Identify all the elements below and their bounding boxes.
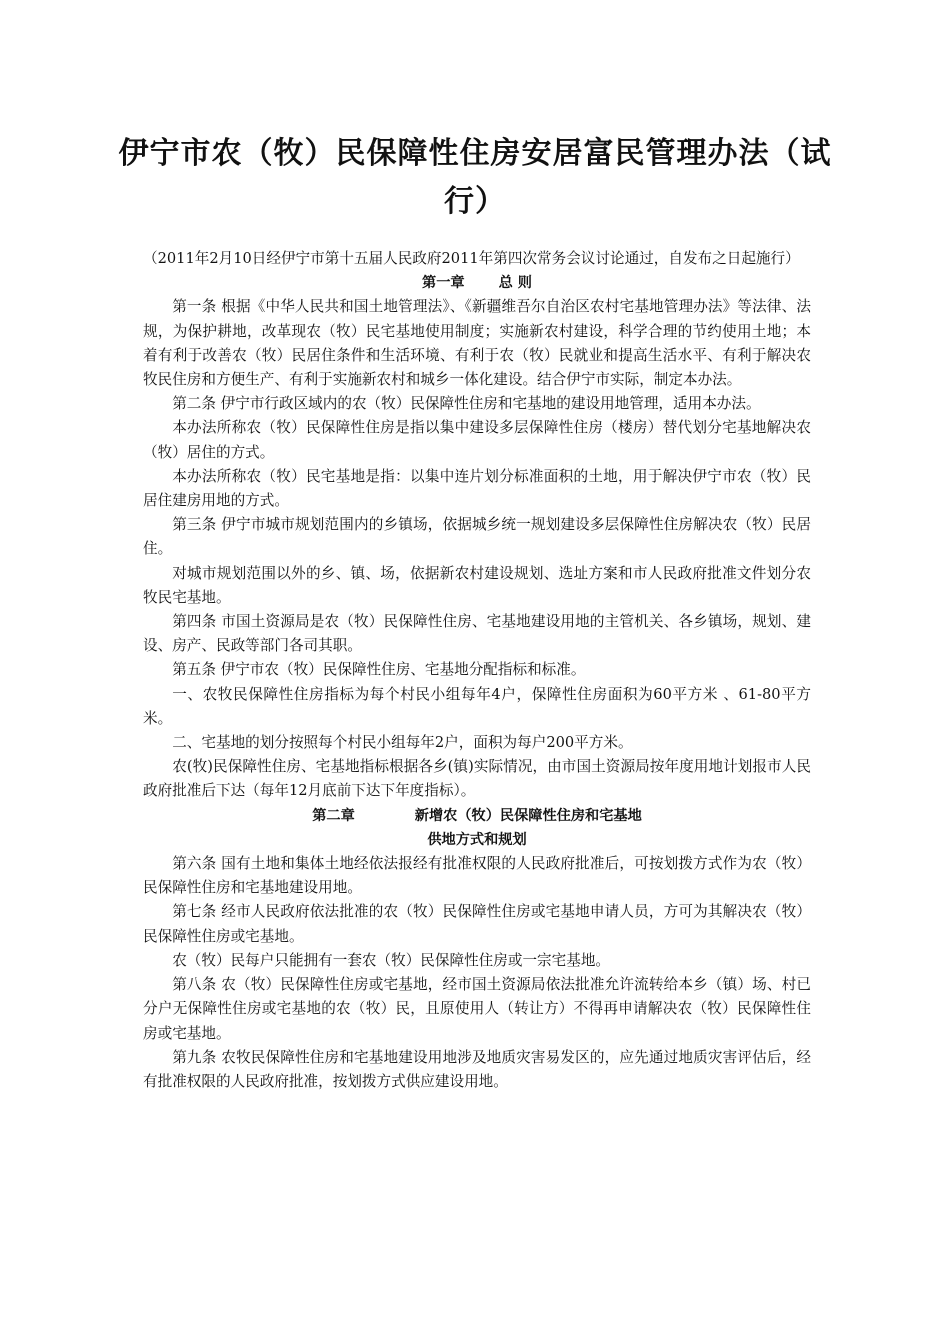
article-paragraph: 农(牧)民保障性住房、宅基地指标根据各乡(镇)实际情况，由市国土资源局按年度用地计划报市人民政府批准后下达（每年12月底前下达下年度指标）。 — [143, 758, 811, 800]
article-paragraph: 第八条 农（牧）民保障性住房或宅基地，经市国土资源局依法批准允许流转给本乡（镇）场、村已分户无保障性住房或宅基地的农（牧）民，且原使用人（转让方）不得再申请解决农（牧）民保障性住房或宅基地。 — [143, 976, 811, 1042]
article-paragraph: 第一条 根据《中华人民共和国土地管理法》、《新疆维吾尔自治区农村宅基地管理办法》等法律、法规，为保护耕地，改革现农（牧）民宅基地使用制度；实施新农村建设，科学合理的节约使用土地；本着有利于改善农（牧）民居住条件和生活环境、有利于农（牧）民就业和提高生活水平、有利于解决农牧民住房和方便生产、有利于实施新农村和城乡一体化建设。结合伊宁市实际，制定本办法。 — [143, 298, 811, 389]
article-paragraph: 本办法所称农（牧）民宅基地是指：以集中连片划分标准面积的土地，用于解决伊宁市农（牧）民居住建房用地的方式。 — [143, 467, 811, 510]
article-paragraph: 第四条 市国土资源局是农（牧）民保障性住房、宅基地建设用地的主管机关、各乡镇场，规划、建设、房产、民政等部门各司其职。 — [143, 613, 811, 655]
document-title: 伊宁市农（牧）民保障性住房安居富民管理办法（试行） — [118, 136, 832, 219]
article-paragraph: 第九条 农牧民保障性住房和宅基地建设用地涉及地质灾害易发区的，应先通过地质灾害评估后，经有批准权限的人民政府批准，按划拨方式供应建设用地。 — [143, 1048, 811, 1090]
article-paragraph: 第三条 伊宁市城市规划范围内的乡镇场，依据城乡统一规划建设多层保障性住房解决农（牧）民居住。 — [143, 516, 811, 558]
article-paragraph: 一、农牧民保障性住房指标为每个村民小组每年4户，保障性住房面积为60平方米 、61-80平方米。 — [143, 685, 811, 727]
chapter-1-heading — [143, 271, 811, 295]
article-paragraph: 第二条 伊宁市行政区域内的农（牧）民保障性住房和宅基地的建设用地管理，适用本办法。 — [172, 395, 761, 413]
chapter-1-name: 总 则 — [498, 275, 532, 292]
article-paragraph: 本办法所称农（牧）民保障性住房是指以集中建设多层保障性住房（楼房）替代划分宅基地解决农（牧）居住的方式。 — [143, 419, 811, 461]
article-paragraph: 二、宅基地的划分按照每个村民小组每年2户，面积为每户200平方米。 — [172, 734, 633, 752]
article-paragraph: 第五条 伊宁市农（牧）民保障性住房、宅基地分配指标和标准。 — [172, 661, 586, 679]
adoption-note: （2011年2月10日经伊宁市第十五届人民政府2011年第四次常务会议讨论通过，自发布之日起施行） — [143, 250, 800, 267]
chapter-2-name: 新增农（牧）民保障性住房和宅基地 — [414, 807, 642, 824]
article-paragraph: 对城市规划范围以外的乡、镇、场，依据新农村建设规划、选址方案和市人民政府批准文件划分农牧民宅基地。 — [143, 564, 811, 606]
chapter-2-heading — [143, 804, 811, 828]
article-paragraph: 农（牧）民每户只能拥有一套农（牧）民保障性住房或一宗宅基地。 — [172, 951, 611, 969]
document-body — [143, 247, 811, 1094]
article-paragraph: 第六条 国有土地和集体土地经依法报经有批准权限的人民政府批准后，可按划拨方式作为农（牧）民保障性住房和宅基地建设用地。 — [143, 855, 811, 897]
chapter-2-heading-line2: 供地方式和规划 — [427, 831, 527, 848]
article-paragraph: 第七条 经市人民政府依法批准的农（牧）民保障性住房或宅基地申请人员，方可为其解决农（牧）民保障性住房或宅基地。 — [143, 903, 811, 945]
chapter-2-number: 第二章 — [312, 807, 355, 824]
chapter-1-number: 第一章 — [422, 275, 465, 292]
